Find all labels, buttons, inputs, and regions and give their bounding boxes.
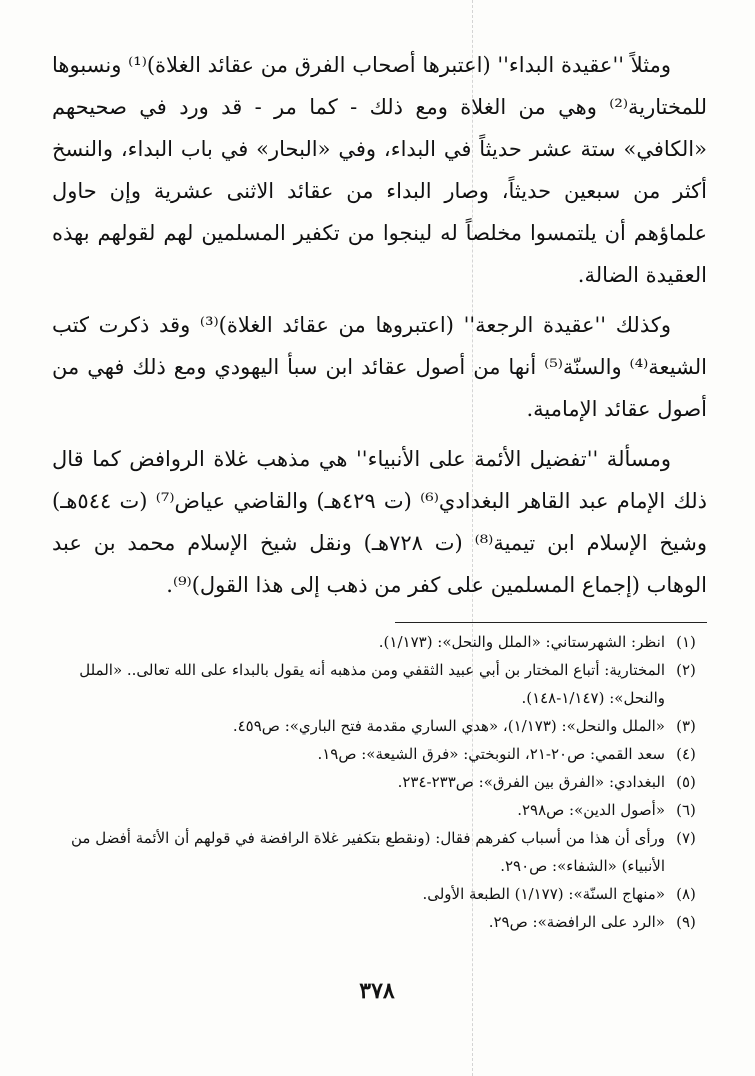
footnote-number: (٧) — [676, 829, 696, 847]
footnote — [52, 628, 707, 656]
footnote-text: «الملل والنحل»: (١/١٧٣)، «هدي الساري مقدمة فتح الباري»: ص٤٥٩. — [232, 717, 665, 735]
footnotes — [52, 628, 707, 936]
footnote-number: (١) — [676, 633, 696, 651]
footnote-text: انظر: الشهرستاني: «الملل والنحل»: (١/١٧٣). — [378, 633, 665, 651]
footnote-number: (٤) — [676, 745, 696, 763]
footnote-number: (٢) — [676, 661, 696, 679]
footnote — [52, 768, 707, 796]
footnote-number: (٨) — [676, 885, 696, 903]
footnote — [52, 740, 707, 768]
footnote — [52, 824, 707, 880]
footnote — [52, 908, 707, 936]
footnote-text: «الرد على الرافضة»: ص٢٩. — [488, 913, 665, 931]
footnote-number: (٦) — [676, 801, 696, 819]
paragraph-rajaa: وكذلك ''عقيدة الرجعة'' (اعتبروها من عقائد الغلاة)⁽³⁾ وقد ذكرت كتب الشيعة⁽⁴⁾ والسنّة⁽⁵⁾ أنها من أصول عقائد ابن سبأ اليهودي ومع ذلك فهي من أصول عقائد الإمامية. — [52, 313, 707, 421]
footnote — [52, 796, 707, 824]
footnote-text: المختارية: أتباع المختار بن أبي عبيد الثقفي ومن مذهبه أنه يقول بالبداء على الله تعالى.. «الملل والنحل»: (١/١٤٧-١٤٨). — [79, 661, 665, 707]
paragraph-bada: ومثلاً ''عقيدة البداء'' (اعتبرها أصحاب الفرق من عقائد الغلاة)⁽¹⁾ ونسبوها للمختارية⁽²⁾ وهي من الغلاة ومع ذلك - كما مر - قد ورد في صحيحهم «الكافي» ستة عشر حديثاً في البداء، وفي «البحار» في باب البداء، والنسخ أكثر من سبعين حديثاً، وصار البداء من عقائد الاثنى عشرية وإن حاول علماؤهم أن يلتمسوا مخلصاً له لينجوا من تكفير المسلمين لهم لقولهم بهذه العقيدة الضالة. — [52, 53, 707, 287]
footnote-number: (٣) — [676, 717, 696, 735]
footnote-text: البغدادي: «الفرق بين الفرق»: ص٢٣٣-٢٣٤. — [397, 773, 665, 791]
footnote-text: «أصول الدين»: ص٢٩٨. — [517, 801, 665, 819]
paragraph-tafdil: ومسألة ''تفضيل الأئمة على الأنبياء'' هي مذهب غلاة الروافض كما قال ذلك الإمام عبد القاهر البغدادي⁽⁶⁾ (ت ٤٢٩هـ) والقاضي عياض⁽⁷⁾ (ت ٥٤٤هـ) وشيخ الإسلام ابن تيمية⁽⁸⁾ (ت ٧٢٨هـ) ونقل شيخ الإسلام محمد بن عبد الوهاب (إجماع المسلمين على كفر من ذهب إلى هذا القول)⁽⁹⁾. — [52, 447, 707, 597]
footnote — [52, 880, 707, 908]
main-text — [52, 44, 707, 606]
footnote-separator — [395, 622, 707, 623]
footnote-text: «منهاج السنّة»: (١/١٧٧) الطبعة الأولى. — [422, 885, 665, 903]
footnote-text: ورأى أن هذا من أسباب كفرهم فقال: (ونقطع بتكفير غلاة الرافضة في قولهم أن الأئمة أفضل من الأنبياء) «الشفاء»: ص٢٩٠. — [71, 829, 665, 875]
footnote-text: سعد القمي: ص٢٠-٢١، النوبختي: «فرق الشيعة»: ص١٩. — [317, 745, 665, 763]
footnote-number: (٩) — [676, 913, 696, 931]
footnote-number: (٥) — [676, 773, 696, 791]
page-number: ٣٧٨ — [359, 978, 395, 1004]
footnote — [52, 712, 707, 740]
footnote — [52, 656, 707, 712]
